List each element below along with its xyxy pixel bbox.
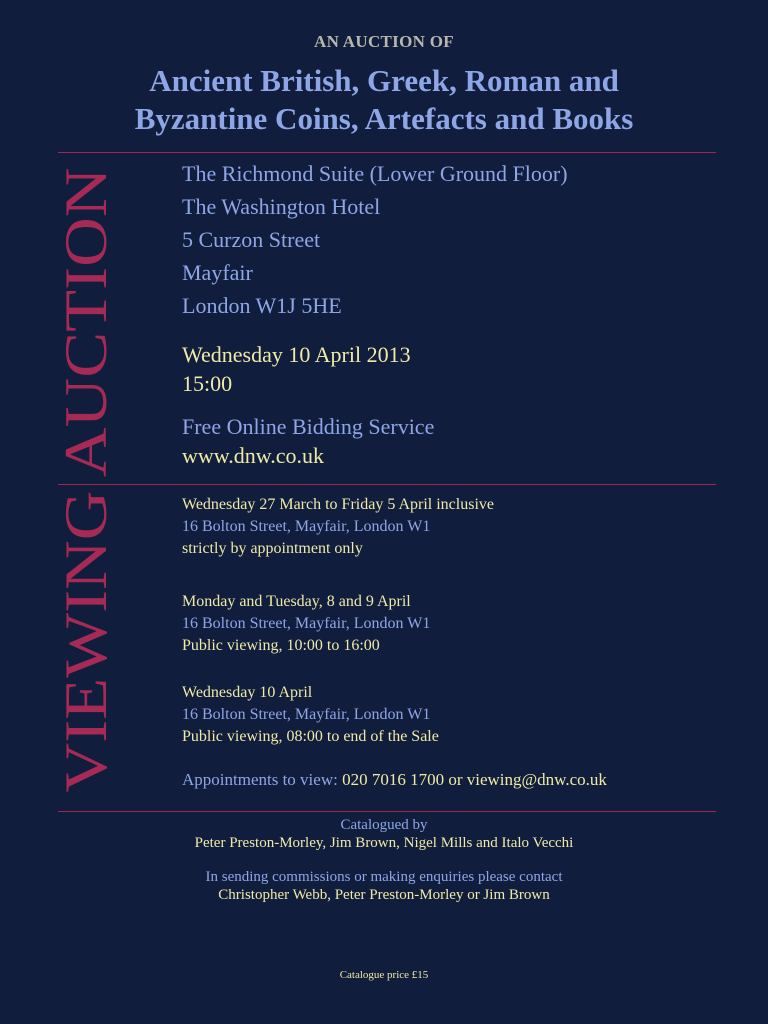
viewing-where: 16 Bolton Street, Mayfair, London W1 <box>182 518 431 535</box>
appointments <box>182 770 607 790</box>
viewing-where: 16 Bolton Street, Mayfair, London W1 <box>182 706 431 723</box>
catalogue-credits <box>0 816 768 852</box>
side-label-text: VIEWING AUCTION <box>53 247 119 793</box>
commissions-label: In sending commissions or making enquiries please contact <box>205 869 563 885</box>
auction-date: Wednesday 10 April 2013 <box>182 342 411 367</box>
title-line-1: Ancient British, Greek, Roman and <box>149 63 619 98</box>
venue-line: 5 Curzon Street <box>182 227 321 252</box>
online-bidding-label: Free Online Bidding Service <box>182 414 435 439</box>
venue-line: London W1J 5HE <box>182 293 342 318</box>
viewing-when: Wednesday 27 March to Friday 5 April inclusive <box>182 496 494 513</box>
venue-address <box>182 157 568 322</box>
appointments-contact[interactable]: 020 7016 1700 or viewing@dnw.co.uk <box>342 770 607 789</box>
title-line-2: Byzantine Coins, Artefacts and Books <box>134 101 634 136</box>
commissions-contact <box>0 868 768 904</box>
viewing-note: Public viewing, 08:00 to end of the Sale <box>182 728 439 745</box>
viewing-when: Monday and Tuesday, 8 and 9 April <box>182 593 411 610</box>
divider-middle <box>58 484 716 485</box>
viewing-where: 16 Bolton Street, Mayfair, London W1 <box>182 615 431 632</box>
venue-line: The Washington Hotel <box>182 194 381 219</box>
venue-line: Mayfair <box>182 260 253 285</box>
viewing-when: Wednesday 10 April <box>182 684 313 701</box>
side-label <box>53 160 119 800</box>
venue-line: The Richmond Suite (Lower Ground Floor) <box>182 161 568 186</box>
viewing-note: Public viewing, 10:00 to 16:00 <box>182 637 380 654</box>
viewing-item <box>182 682 439 748</box>
appointments-label: Appointments to view: <box>182 770 338 789</box>
divider-top <box>58 152 716 153</box>
pre-title: AN AUCTION OF <box>314 32 454 51</box>
viewing-note: strictly by appointment only <box>182 540 363 557</box>
auction-time: 15:00 <box>182 371 233 396</box>
auction-datetime <box>182 340 411 398</box>
catalogue-label: Catalogued by <box>340 817 428 833</box>
catalogue-price: Catalogue price £15 <box>339 969 429 981</box>
commissions-names: Christopher Webb, Peter Preston-Morley or Jim Brown <box>218 887 550 903</box>
divider-bottom <box>58 811 716 812</box>
catalogue-names: Peter Preston-Morley, Jim Brown, Nigel Mills and Italo Vecchi <box>194 835 574 851</box>
website-link[interactable]: www.dnw.co.uk <box>182 443 324 468</box>
online-bidding <box>182 412 434 470</box>
page-title <box>0 62 768 138</box>
viewing-item <box>182 494 494 560</box>
viewing-item <box>182 591 430 657</box>
